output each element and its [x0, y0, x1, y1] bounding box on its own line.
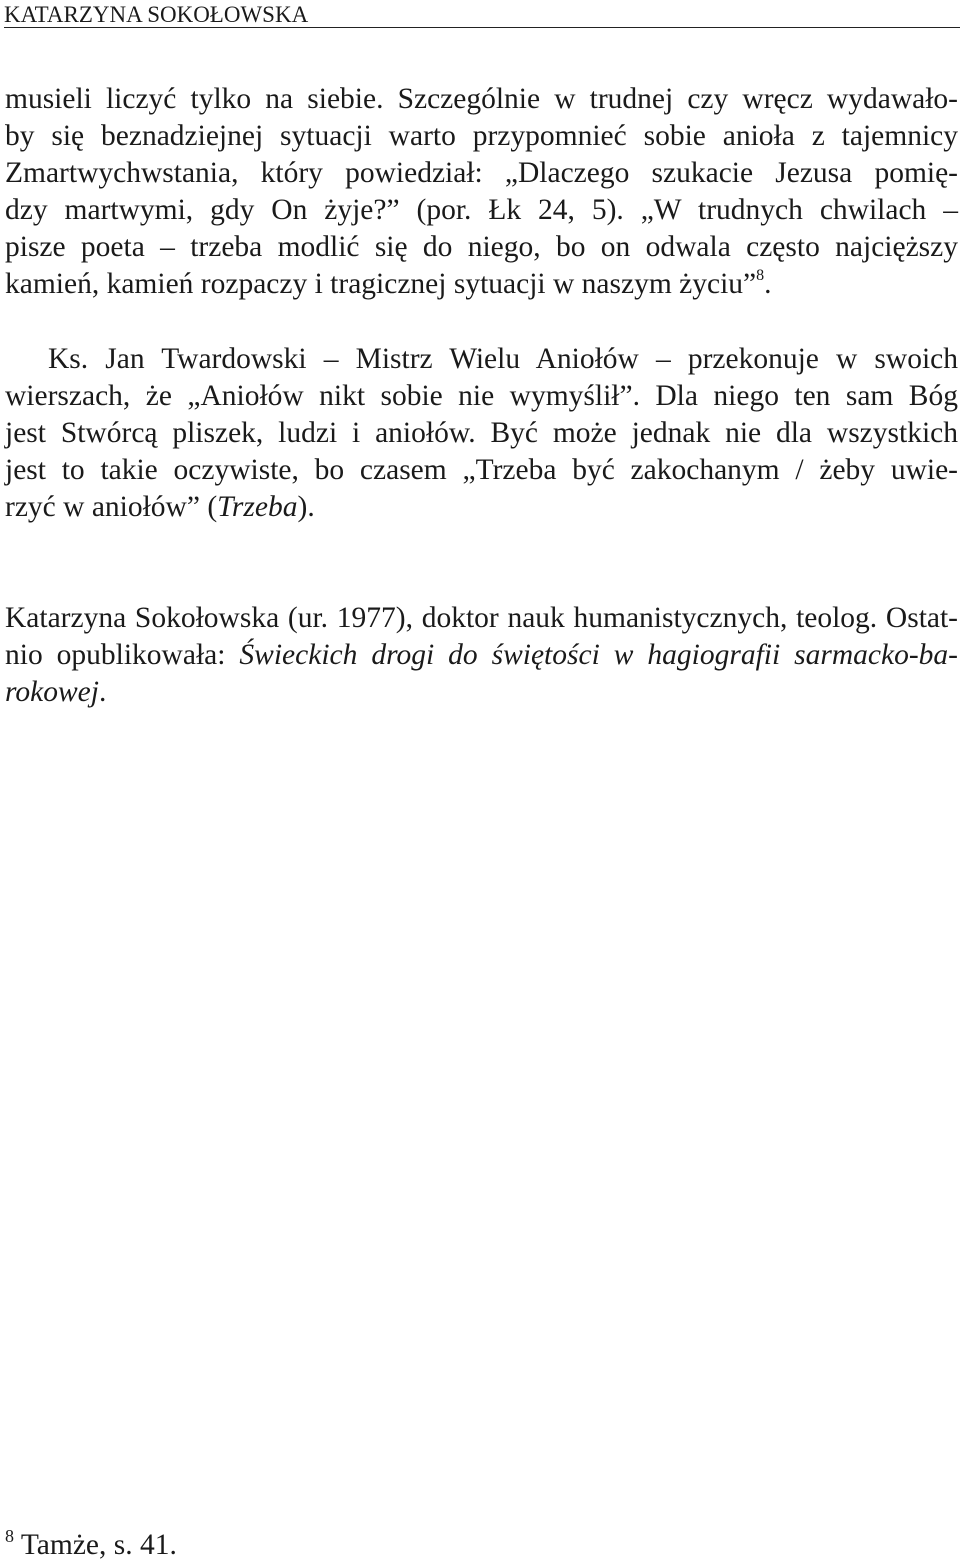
footnote	[5, 1527, 177, 1563]
text-line	[5, 489, 958, 525]
text-line: by się beznadziejnej sytuacji warto przypomnieć sobie anioła z tajemnicy	[5, 120, 958, 152]
text-line: jest to takie oczywiste, bo czasem „Trzeba być zakochanym / żeby uwie-	[5, 454, 958, 486]
footnote-number: 8	[5, 1526, 14, 1546]
header-rule	[4, 27, 960, 28]
footnote-reference: 8	[756, 267, 765, 284]
footnote-text: Tamże, s. 41.	[20, 1529, 177, 1561]
text-line: wierszach, że „Aniołów nikt sobie nie wymyślił”. Dla niego ten sam Bóg	[5, 380, 958, 412]
text-segment: .	[764, 268, 772, 300]
text-line: musieli liczyć tylko na siebie. Szczególnie w trudnej czy wręcz wydawało-	[5, 83, 958, 115]
text-line	[5, 266, 958, 302]
text-segment: ).	[297, 491, 315, 523]
text-line	[5, 637, 958, 673]
text-line: jest Stwórcą pliszek, ludzi i aniołów. Być może jednak nie dla wszystkich	[5, 417, 958, 449]
italic-title: rokowej	[5, 676, 99, 708]
text-line: Zmartwychwstania, który powiedział: „Dlaczego szukacie Jezusa pomię-	[5, 157, 958, 189]
text-segment: .	[98, 676, 107, 708]
text-line: dzy martwymi, gdy On żyje?” (por. Łk 24, 5). „W trudnych chwilach –	[5, 194, 958, 226]
italic-title: Trzeba	[217, 491, 298, 523]
text-segment: nio opublikowała:	[5, 639, 240, 671]
text-line: Katarzyna Sokołowska (ur. 1977), doktor nauk humanistycznych, teolog. Ostat-	[5, 602, 958, 634]
text-line: pisze poeta – trzeba modlić się do niego, bo on odwala często najcięższy	[5, 231, 958, 263]
text-line: Ks. Jan Twardowski – Mistrz Wielu Aniołów – przekonuje w swoich	[48, 343, 958, 375]
running-head: KATARZYNA SOKOŁOWSKA	[4, 2, 309, 27]
text-line	[5, 674, 958, 710]
italic-title: Świeckich drogi do świętości w hagiografii sarmacko-ba-	[239, 639, 958, 671]
text-segment: kamień, kamień rozpaczy i tragicznej sytuacji w naszym życiu”	[5, 268, 757, 300]
text-segment: rzyć w aniołów” (	[5, 491, 218, 523]
